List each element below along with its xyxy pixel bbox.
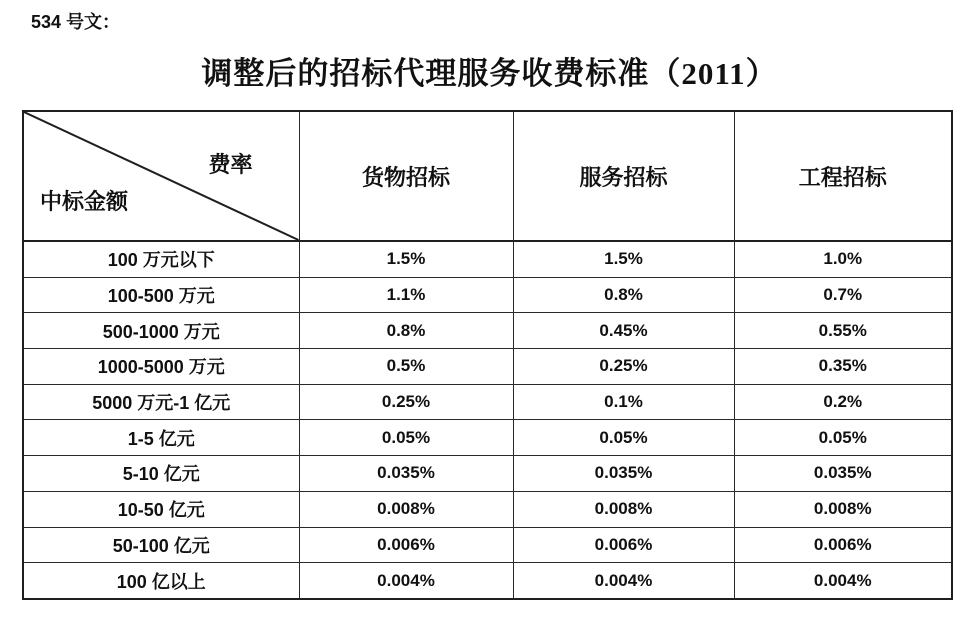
amount-cell: 100 万元以下 [23, 241, 299, 277]
amount-cell: 1-5 亿元 [23, 420, 299, 456]
goods-rate-cell: 1.1% [299, 277, 513, 313]
header-row [23, 111, 952, 241]
services-rate-cell: 0.45% [513, 313, 734, 349]
goods-rate-cell: 0.006% [299, 527, 513, 563]
goods-rate-cell: 0.25% [299, 384, 513, 420]
engineering-rate-cell: 1.0% [734, 241, 952, 277]
goods-rate-cell: 0.008% [299, 491, 513, 527]
column-header-engineering: 工程招标 [734, 111, 952, 241]
engineering-rate-cell: 0.05% [734, 420, 952, 456]
table-row [23, 563, 952, 599]
column-header-services: 服务招标 [513, 111, 734, 241]
column-header-goods: 货物招标 [299, 111, 513, 241]
engineering-rate-cell: 0.35% [734, 349, 952, 385]
services-rate-cell: 1.5% [513, 241, 734, 277]
amount-cell: 100 亿以上 [23, 563, 299, 599]
services-rate-cell: 0.006% [513, 527, 734, 563]
page-title: 调整后的招标代理服务收费标准（2011） [201, 56, 778, 91]
corner-amount-label: 中标金额 [40, 189, 129, 214]
table-row [23, 491, 952, 527]
table-row [23, 456, 952, 492]
table-row [23, 277, 952, 313]
goods-rate-cell: 1.5% [299, 241, 513, 277]
amount-cell: 100-500 万元 [23, 277, 299, 313]
services-rate-cell: 0.05% [513, 420, 734, 456]
services-rate-cell: 0.8% [513, 277, 734, 313]
goods-rate-cell: 0.004% [299, 563, 513, 599]
goods-rate-cell: 0.05% [299, 420, 513, 456]
engineering-rate-cell: 0.004% [734, 563, 952, 599]
engineering-rate-cell: 0.7% [734, 277, 952, 313]
amount-cell: 1000-5000 万元 [23, 349, 299, 385]
table-row [23, 313, 952, 349]
diagonal-divider-line [24, 112, 299, 240]
diagonal-corner-cell [23, 111, 299, 241]
table-row [23, 349, 952, 385]
engineering-rate-cell: 0.006% [734, 527, 952, 563]
services-rate-cell: 0.035% [513, 456, 734, 492]
fee-rate-table [22, 110, 953, 600]
engineering-rate-cell: 0.008% [734, 491, 952, 527]
document-number-label: 534 号文： [31, 12, 121, 32]
services-rate-cell: 0.25% [513, 349, 734, 385]
amount-cell: 500-1000 万元 [23, 313, 299, 349]
table-row [23, 384, 952, 420]
table-row [23, 420, 952, 456]
engineering-rate-cell: 0.035% [734, 456, 952, 492]
table-row [23, 241, 952, 277]
engineering-rate-cell: 0.2% [734, 384, 952, 420]
services-rate-cell: 0.1% [513, 384, 734, 420]
amount-cell: 5000 万元-1 亿元 [23, 384, 299, 420]
table-row [23, 527, 952, 563]
goods-rate-cell: 0.035% [299, 456, 513, 492]
corner-rate-label: 费率 [208, 152, 253, 177]
goods-rate-cell: 0.5% [299, 349, 513, 385]
services-rate-cell: 0.004% [513, 563, 734, 599]
amount-cell: 5-10 亿元 [23, 456, 299, 492]
engineering-rate-cell: 0.55% [734, 313, 952, 349]
goods-rate-cell: 0.8% [299, 313, 513, 349]
services-rate-cell: 0.008% [513, 491, 734, 527]
amount-cell: 10-50 亿元 [23, 491, 299, 527]
amount-cell: 50-100 亿元 [23, 527, 299, 563]
